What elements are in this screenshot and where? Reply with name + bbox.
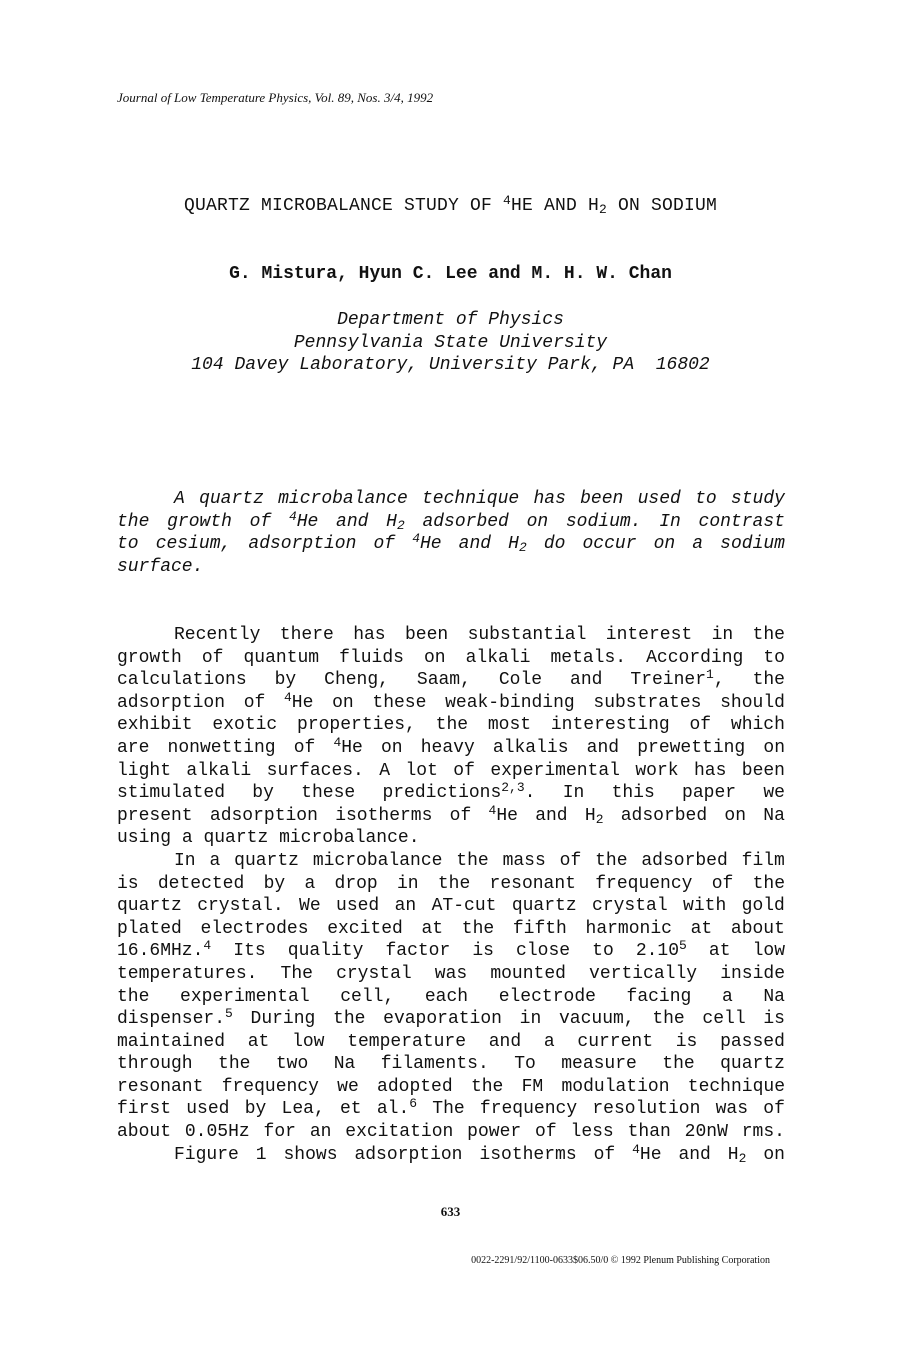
affiliation — [0, 309, 901, 377]
body-line: is detected by a drop in the resonant frequency of the — [117, 873, 785, 894]
page-number: 633 — [440, 1204, 461, 1219]
body-line: present adsorption isotherms of $^4$He and $H_2$ adsorbed on Na — [117, 802, 785, 827]
body-line: quartz crystal. We used an AT-cut quartz crystal with gold — [117, 896, 785, 917]
abstract-line: A quartz microbalance technique has been used to study — [174, 489, 785, 509]
copyright-footer: 0022-2291/92/1100-0633$06.50/0 © 1992 Plenum Publishing Corporation — [471, 1255, 770, 1266]
abstract-line: to cesium, adsorption of $^4$He and $H_2$ do occur on a sodium — [117, 531, 785, 556]
author-list: G. Mistura, Hyun C. Lee and M. H. W. Chan — [229, 264, 672, 284]
affiliation-university: Pennsylvania State University — [293, 332, 608, 353]
body-line: temperatures. The crystal was mounted vertically inside — [117, 963, 785, 984]
body-line: adsorption of $^4$He on these weak-binding substrates should — [117, 689, 785, 713]
body-line: first used by Lea, et al.$^6$ The frequency resolution was of — [117, 1096, 785, 1120]
body-line: light alkali surfaces. A lot of experimental work has been — [117, 760, 785, 781]
body-line: growth of quantum fluids on alkali metals. According to — [117, 647, 785, 668]
body-line: through the two Na filaments. To measure the quartz — [117, 1054, 785, 1075]
paper-title: QUARTZ MICROBALANCE STUDY OF $^4$HE AND $H_2$ ON SODIUM — [183, 193, 718, 218]
abstract-line: surface. — [117, 556, 204, 577]
body-line: are nonwetting of $^4$He on heavy alkalis and prewetting on — [117, 735, 785, 758]
body-line: 16.6MHz.$^4$ Its quality factor is close to 2.10$^5$ at low — [117, 938, 785, 962]
body-line: stimulated by these predictions$^{2,3}$. In this paper we — [117, 780, 785, 804]
abstract-line: the growth of $^4$He and $H_2$ adsorbed on sodium. In contrast — [117, 508, 785, 533]
abstract — [117, 488, 785, 578]
body-line: the experimental cell, each electrode facing a Na — [117, 986, 785, 1007]
body-line: Recently there has been substantial interest in the — [174, 625, 785, 645]
body-line: about 0.05Hz for an excitation power of less than 20nW rms. — [117, 1122, 785, 1143]
body-line: In a quartz microbalance the mass of the adsorbed film — [174, 850, 785, 871]
body-line: exhibit exotic properties, the most interesting of which — [117, 715, 785, 736]
body-line: maintained at low temperature and a current is passed — [117, 1031, 785, 1052]
body-line: using a quartz microbalance. — [117, 828, 420, 849]
body-line: calculations by Cheng, Saam, Cole and Treiner$^1$, the — [117, 667, 785, 691]
body-line: plated electrodes excited at the fifth harmonic at about — [117, 918, 785, 939]
body-line: Figure 1 shows adsorption isotherms of $^4$He and $H_2$ on — [174, 1141, 785, 1166]
affiliation-department: Department of Physics — [337, 310, 564, 330]
body-line: resonant frequency we adopted the FM modulation technique — [117, 1076, 785, 1097]
affiliation-address: 104 Davey Laboratory, University Park, PA 16802 — [191, 355, 710, 375]
body-text — [117, 624, 785, 1166]
journal-citation: Journal of Low Temperature Physics, Vol. 89, Nos. 3/4, 1992 — [117, 90, 434, 105]
body-line: dispenser.$^5$ During the evaporation in vacuum, the cell is — [117, 1006, 785, 1030]
